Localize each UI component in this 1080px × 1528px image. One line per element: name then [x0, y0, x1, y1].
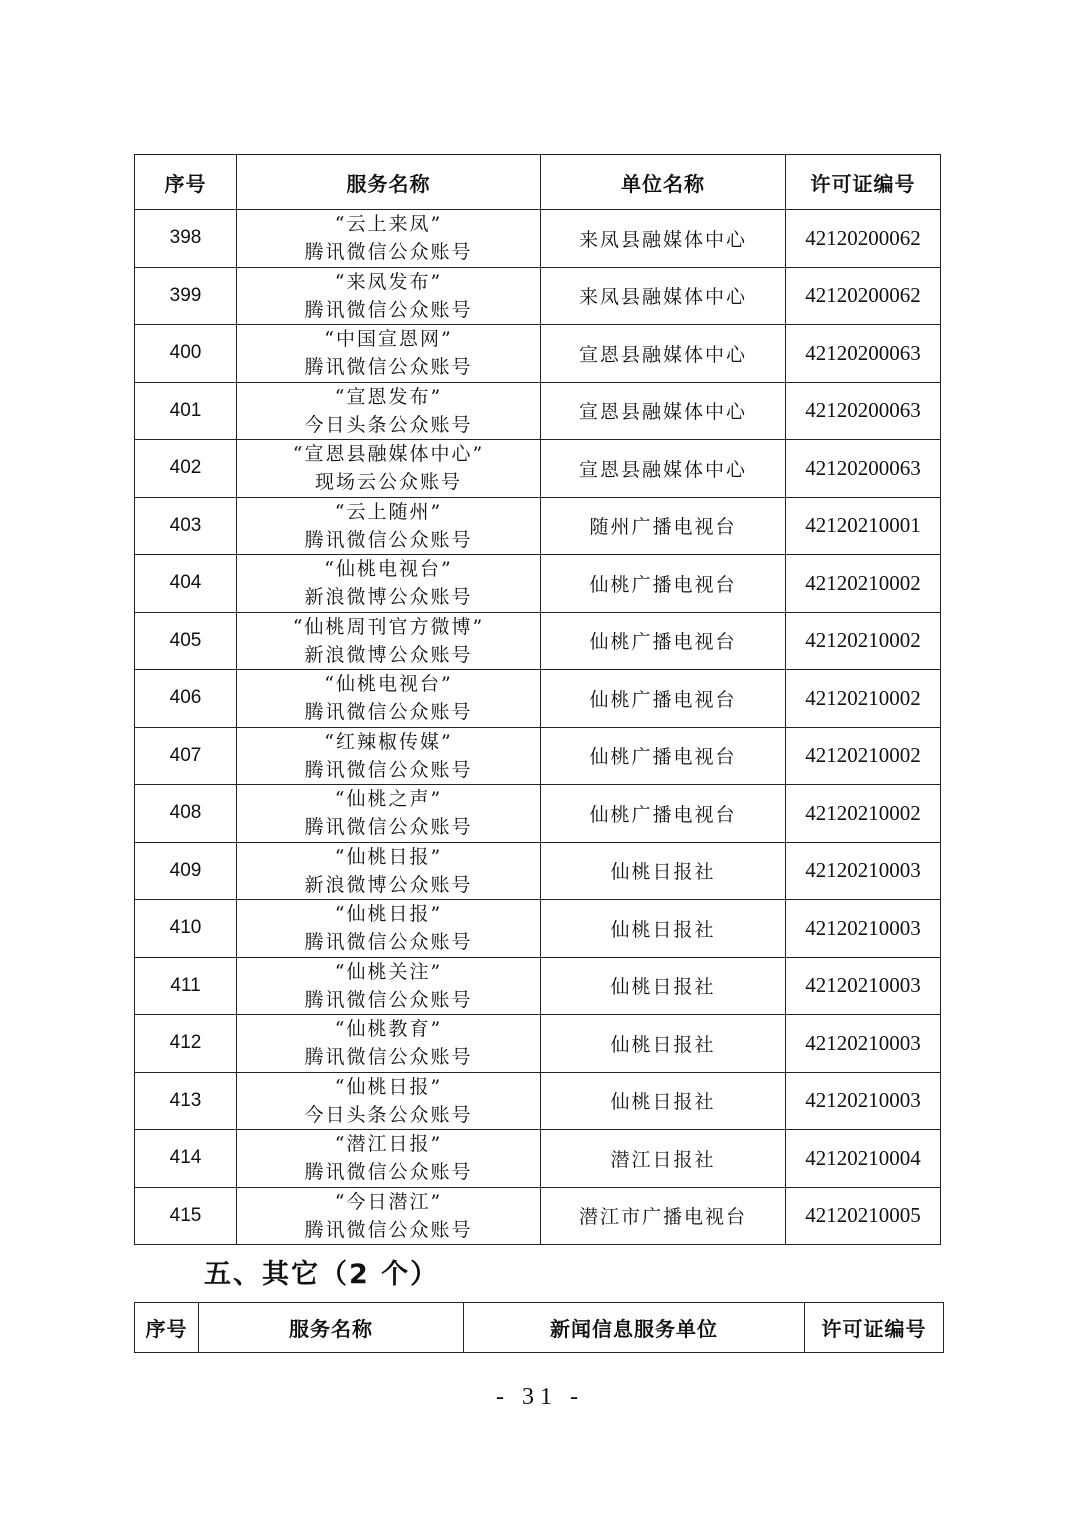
serial-number-cell: 404 [135, 555, 237, 613]
unit-name-cell: 随州广播电视台 [541, 497, 786, 555]
table-row [135, 957, 941, 1015]
service-name: “潜江日报” [334, 1133, 443, 1156]
service-name: “云上随州” [334, 500, 443, 523]
service-name: “今日潜江” [334, 1190, 443, 1213]
service-name-cell [237, 727, 541, 785]
unit-name-cell: 仙桃日报社 [541, 1015, 786, 1073]
other-table [134, 1302, 944, 1353]
service-name-cell [237, 555, 541, 613]
table-row [135, 842, 941, 900]
service-name: “仙桃关注” [334, 960, 443, 983]
service-name: “仙桃日报” [334, 903, 443, 926]
other-header-news-unit: 新闻信息服务单位 [464, 1303, 805, 1353]
license-number-cell: 42120210003 [786, 957, 941, 1015]
other-table-header-row [135, 1303, 944, 1353]
service-platform: 腾讯微信公众账号 [304, 528, 473, 551]
license-number-cell: 42120210002 [786, 670, 941, 728]
service-name: “仙桃教育” [334, 1018, 443, 1041]
other-header-serial: 序号 [135, 1303, 199, 1353]
service-platform: 今日头条公众账号 [304, 1103, 473, 1126]
license-number-cell: 42120210002 [786, 785, 941, 843]
unit-name-cell: 仙桃广播电视台 [541, 612, 786, 670]
unit-name-cell: 潜江市广播电视台 [541, 1187, 786, 1245]
service-platform: 腾讯微信公众账号 [304, 1218, 473, 1241]
serial-number-cell: 398 [135, 210, 237, 268]
serial-number-cell: 401 [135, 382, 237, 440]
unit-name-cell: 仙桃广播电视台 [541, 727, 786, 785]
service-platform: 今日头条公众账号 [304, 413, 473, 436]
license-number-cell: 42120200063 [786, 325, 941, 383]
service-platform: 腾讯微信公众账号 [304, 816, 473, 839]
serial-number-cell: 410 [135, 900, 237, 958]
other-header-service-name: 服务名称 [199, 1303, 464, 1353]
license-number-cell: 42120210002 [786, 727, 941, 785]
service-name-cell [237, 1072, 541, 1130]
license-number-cell: 42120210002 [786, 612, 941, 670]
page-number: - 31 - [496, 1384, 584, 1410]
serial-number-cell: 414 [135, 1130, 237, 1188]
service-platform: 腾讯微信公众账号 [304, 241, 473, 264]
table-row [135, 267, 941, 325]
table-row [135, 612, 941, 670]
serial-number-cell: 412 [135, 1015, 237, 1073]
service-name: “中国宣恩网” [324, 328, 453, 351]
service-platform: 腾讯微信公众账号 [304, 1161, 473, 1184]
license-number-cell: 42120210002 [786, 555, 941, 613]
header-serial: 序号 [135, 155, 237, 210]
unit-name-cell: 来凤县融媒体中心 [541, 210, 786, 268]
unit-name-cell: 潜江日报社 [541, 1130, 786, 1188]
unit-name-cell: 仙桃日报社 [541, 1072, 786, 1130]
service-name-cell [237, 900, 541, 958]
service-name-cell [237, 785, 541, 843]
service-name-cell [237, 325, 541, 383]
license-number-cell: 42120200063 [786, 440, 941, 498]
table-row [135, 210, 941, 268]
serial-number-cell: 413 [135, 1072, 237, 1130]
table-row [135, 440, 941, 498]
license-number-cell: 42120210003 [786, 842, 941, 900]
license-number-cell: 42120210003 [786, 1072, 941, 1130]
license-number-cell: 42120200063 [786, 382, 941, 440]
service-platform: 新浪微博公众账号 [304, 586, 473, 609]
table-row [135, 900, 941, 958]
service-name-cell [237, 1130, 541, 1188]
table-row [135, 555, 941, 613]
service-name: “仙桃之声” [334, 788, 443, 811]
service-platform: 腾讯微信公众账号 [304, 931, 473, 954]
table-row [135, 727, 941, 785]
unit-name-cell: 仙桃广播电视台 [541, 555, 786, 613]
service-platform: 新浪微博公众账号 [304, 643, 473, 666]
service-name-cell [237, 670, 541, 728]
table-row [135, 1187, 941, 1245]
service-name: “仙桃日报” [334, 1075, 443, 1098]
unit-name-cell: 仙桃日报社 [541, 957, 786, 1015]
serial-number-cell: 411 [135, 957, 237, 1015]
table-row [135, 1130, 941, 1188]
service-name-cell [237, 957, 541, 1015]
license-number-cell: 42120210004 [786, 1130, 941, 1188]
table-row [135, 325, 941, 383]
unit-name-cell: 仙桃日报社 [541, 842, 786, 900]
service-name-cell [237, 1015, 541, 1073]
service-name: “仙桃日报” [334, 845, 443, 868]
license-table [134, 154, 941, 1245]
serial-number-cell: 408 [135, 785, 237, 843]
service-name-cell [237, 382, 541, 440]
serial-number-cell: 409 [135, 842, 237, 900]
service-name-cell [237, 210, 541, 268]
header-license-number: 许可证编号 [786, 155, 941, 210]
service-name: “来凤发布” [334, 270, 443, 293]
service-platform: 腾讯微信公众账号 [304, 988, 473, 1011]
serial-number-cell: 415 [135, 1187, 237, 1245]
unit-name-cell: 来凤县融媒体中心 [541, 267, 786, 325]
license-number-cell: 42120210001 [786, 497, 941, 555]
service-name: “宣恩县融媒体中心” [292, 443, 485, 466]
license-number-cell: 42120210003 [786, 1015, 941, 1073]
table-row [135, 785, 941, 843]
service-platform: 现场云公众账号 [314, 471, 462, 494]
service-name-cell [237, 497, 541, 555]
header-unit-name: 单位名称 [541, 155, 786, 210]
license-number-cell: 42120200062 [786, 267, 941, 325]
service-platform: 腾讯微信公众账号 [304, 1046, 473, 1069]
service-name: “红辣椒传媒” [324, 730, 453, 753]
table-row [135, 1072, 941, 1130]
other-header-license-number: 许可证编号 [805, 1303, 944, 1353]
service-name: “宣恩发布” [334, 385, 443, 408]
service-name: “仙桃电视台” [324, 558, 453, 581]
serial-number-cell: 399 [135, 267, 237, 325]
unit-name-cell: 仙桃广播电视台 [541, 670, 786, 728]
serial-number-cell: 403 [135, 497, 237, 555]
table-row [135, 1015, 941, 1073]
table-header-row [135, 155, 941, 210]
table-row [135, 497, 941, 555]
serial-number-cell: 402 [135, 440, 237, 498]
service-platform: 腾讯微信公众账号 [304, 356, 473, 379]
service-name-cell [237, 1187, 541, 1245]
service-name-cell [237, 267, 541, 325]
service-name: “仙桃电视台” [324, 673, 453, 696]
service-name-cell [237, 842, 541, 900]
service-name: “云上来凤” [334, 213, 443, 236]
service-platform: 腾讯微信公众账号 [304, 758, 473, 781]
license-number-cell: 42120200062 [786, 210, 941, 268]
unit-name-cell: 宣恩县融媒体中心 [541, 440, 786, 498]
serial-number-cell: 400 [135, 325, 237, 383]
service-name: “仙桃周刊官方微博” [292, 615, 485, 638]
service-platform: 腾讯微信公众账号 [304, 701, 473, 724]
table-row [135, 670, 941, 728]
header-service-name: 服务名称 [237, 155, 541, 210]
unit-name-cell: 仙桃日报社 [541, 900, 786, 958]
serial-number-cell: 407 [135, 727, 237, 785]
service-platform: 腾讯微信公众账号 [304, 298, 473, 321]
service-platform: 新浪微博公众账号 [304, 873, 473, 896]
table-row [135, 382, 941, 440]
serial-number-cell: 405 [135, 612, 237, 670]
serial-number-cell: 406 [135, 670, 237, 728]
unit-name-cell: 宣恩县融媒体中心 [541, 325, 786, 383]
unit-name-cell: 仙桃广播电视台 [541, 785, 786, 843]
service-name-cell [237, 440, 541, 498]
license-number-cell: 42120210003 [786, 900, 941, 958]
unit-name-cell: 宣恩县融媒体中心 [541, 382, 786, 440]
section-title: 五、其它（2 个） [204, 1259, 440, 1290]
license-number-cell: 42120210005 [786, 1187, 941, 1245]
service-name-cell [237, 612, 541, 670]
